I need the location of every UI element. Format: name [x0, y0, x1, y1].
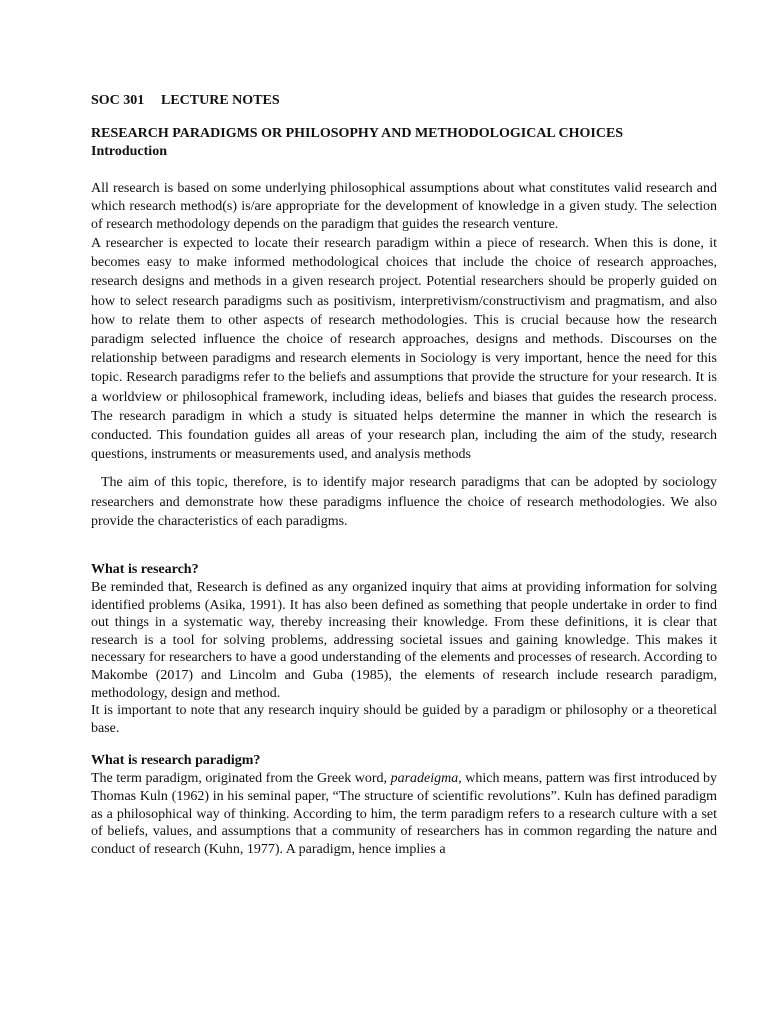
course-code: SOC 301: [91, 93, 145, 108]
intro-paragraph-1: All research is based on some underlying philosophical assumptions about what constitutes valid research and which research method(s) is/are appropriate for the development of knowledge in a given study. The selection of research methodology depends on the paradigm that guides the research venture.: [91, 181, 717, 232]
section-what-is-paradigm: [91, 770, 717, 858]
paradigm-text-before: The term paradigm, originated from the Greek word,: [91, 771, 391, 787]
document-title: RESEARCH PARADIGMS OR PHILOSOPHY AND METHODOLOGICAL CHOICES: [91, 126, 624, 141]
intro-paragraph-3: The aim of this topic, therefore, is to identify major research paradigms that can be adopted by sociology researchers and demonstrate how these paradigms influence the choice of research methodologies. We also provide the characteristics of each paradigms.: [91, 475, 717, 529]
document-type: LECTURE NOTES: [161, 93, 280, 108]
introduction-heading: Introduction: [91, 144, 167, 159]
paradigm-greek-term: paradeigma: [390, 771, 459, 787]
research-paragraph-2: It is important to note that any research inquiry should be guided by a paradigm or philosophy or a theoretical base.: [91, 703, 717, 736]
section-heading-what-is-paradigm: What is research paradigm?: [91, 753, 261, 769]
course-header: [91, 92, 717, 110]
research-paragraph-1: Be reminded that, Research is defined as any organized inquiry that aims at providing information for solving identified problems (Asika, 1991). It has also been defined as something that people undertake in order to find out things in a systematic way, thereby increasing their knowledge. From these definitions, it is clear that research is a tool for solving problems, addressing societal issues and gaining knowledge. This makes it necessary for researchers to have a good understanding of the elements and processes of research. According to Makombe (2017) and Lincolm and Guba (1985), the elements of research include research paradigm, methodology, design and method.: [91, 580, 717, 701]
section-what-is-research: [91, 579, 717, 737]
section-heading-what-is-research: What is research?: [91, 562, 199, 578]
document-body: [91, 92, 717, 858]
paradigm-text-after: , which means, pattern was first introduced by Thomas Kuln (1962) in his seminal paper, “The structure of scientific revolutions”. Kuln has defined paradigm as a philosophical way of thinking. According to him, the term paradigm refers to a research culture with a set of beliefs, values, and assumptions that a community of researchers has in common regarding the nature and conduct of research (Kuhn, 1977). A paradigm, hence implies a: [91, 771, 717, 857]
intro-paragraph-2: A researcher is expected to locate their research paradigm within a piece of research. When this is done, it becomes easy to make informed methodological choices that include the choice of research approaches, research designs and methods in a given research project. Potential researchers should be properly guided on how to select research paradigms such as positivism, interpretivism/constructivism and pragmatism, and also how to relate them to other aspects of research methodologies. This is crucial because how the research paradigm selected influence the choice of research approaches, designs and methods. Discourses on the relationship between paradigms and research elements in Sociology is very important, hence the need for this topic. Research paradigms refer to the beliefs and assumptions that provide the structure for your research. It is a worldview or philosophical framework, including ideas, beliefs and biases that guides the research process. The research paradigm in which a study is situated helps determine the manner in which the research is conducted. This foundation guides all areas of your research plan, including the aim of the study, research questions, instruments or measurements used, and analysis methods: [91, 236, 717, 463]
paradigm-paragraph-1: [91, 770, 717, 858]
